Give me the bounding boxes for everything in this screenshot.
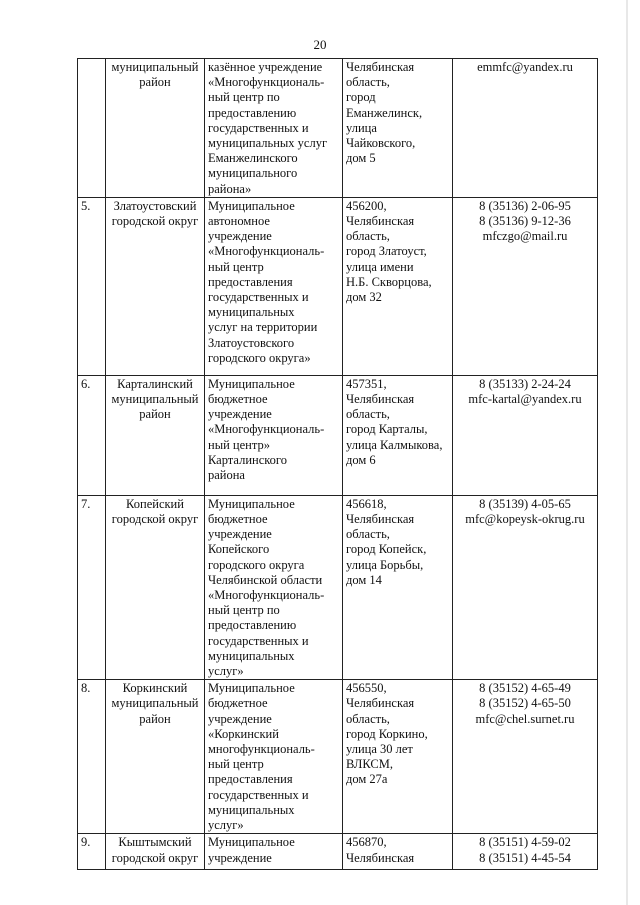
address-line: Челябинская <box>346 60 415 74</box>
address-line: 456870, <box>346 835 387 850</box>
contacts-line: 8 (35152) 4-65-49 <box>479 681 571 696</box>
row-number: 7. <box>78 495 106 679</box>
organization-line: Копейского <box>208 542 270 557</box>
organization-line: городского округа <box>208 557 305 572</box>
address-line: область, <box>346 407 390 422</box>
contacts-line: 8 (35152) 4-65-50 <box>479 696 571 711</box>
organization-line: услуг» <box>208 664 244 679</box>
district-line: городской округ <box>111 214 199 229</box>
district-line: район <box>139 711 171 726</box>
row-number: 9. <box>78 834 106 870</box>
address-line: дом 32 <box>346 290 382 305</box>
address-line: город <box>346 90 376 105</box>
district-line: муниципальный <box>111 392 199 407</box>
district-line: Коркинский <box>122 681 188 696</box>
row-number <box>78 59 106 198</box>
address-line: 456618, <box>346 496 387 511</box>
organization-cell <box>205 680 343 834</box>
organization-cell <box>205 197 343 375</box>
contacts-line: mfczgo@mail.ru <box>482 229 568 244</box>
organization-line: Златоустовского <box>208 335 295 350</box>
table-row <box>78 495 598 679</box>
address-cell <box>343 197 453 375</box>
district-line: городской округ <box>111 512 199 527</box>
address-line: улица 30 лет <box>346 742 413 757</box>
district-cell <box>106 59 205 198</box>
organization-line: муниципальных <box>208 802 295 817</box>
organization-line: муниципальных услуг <box>208 136 328 151</box>
organization-line: «Многофункциональ- <box>208 75 325 90</box>
contacts-line: 8 (35151) 4-45-54 <box>479 850 571 865</box>
district-line: район <box>139 407 171 422</box>
organization-line: услуг» <box>208 818 244 833</box>
contacts-cell <box>453 375 598 495</box>
organization-cell <box>205 375 343 495</box>
organization-line: услуг на территории <box>208 320 318 335</box>
address-line: Еманжелинск, <box>346 105 423 120</box>
organization-line: муниципальных <box>208 305 295 320</box>
organization-line: учреждение <box>208 407 272 422</box>
organization-cell <box>205 834 343 870</box>
organization-line: государственных и <box>208 633 309 648</box>
address-line: 456550, <box>346 681 387 696</box>
organization-line: предоставления <box>208 274 293 289</box>
scan-edge <box>626 0 628 905</box>
organization-line: предоставлению <box>208 105 297 120</box>
organization-line: предоставления <box>208 772 293 787</box>
address-line: 457351, <box>346 376 387 391</box>
organization-line: Муниципальное <box>208 376 295 391</box>
address-line: дом 5 <box>346 151 376 166</box>
address-line: город Копейск, <box>346 542 427 557</box>
organization-line: Муниципальное <box>208 835 295 850</box>
organization-cell <box>205 59 343 198</box>
contacts-line: 8 (35139) 4-05-65 <box>479 496 571 511</box>
organization-line: муниципального <box>208 166 298 181</box>
organization-line: бюджетное <box>208 392 268 407</box>
organization-line: городского округа» <box>208 350 311 365</box>
address-line: область, <box>346 229 390 244</box>
address-line: область, <box>346 527 390 542</box>
contacts-line: 8 (35151) 4-59-02 <box>479 835 571 850</box>
address-line: Н.Б. Скворцова, <box>346 274 432 289</box>
address-line: город Карталы, <box>346 422 428 437</box>
address-cell <box>343 59 453 198</box>
address-line: город Златоуст, <box>346 244 427 259</box>
address-cell <box>343 834 453 870</box>
district-cell <box>106 495 205 679</box>
organization-line: Карталинского <box>208 452 287 467</box>
organization-line: «Многофункциональ- <box>208 588 325 603</box>
address-line: Челябинская <box>346 850 415 865</box>
address-line: область, <box>346 711 390 726</box>
address-cell <box>343 495 453 679</box>
organization-line: учреждение <box>208 850 272 865</box>
organization-line: ный центр <box>208 757 264 772</box>
district-line: городской округ <box>111 850 199 865</box>
contacts-line: mfc@kopeysk-okrug.ru <box>465 512 585 527</box>
district-line: район <box>139 75 171 90</box>
organization-line: государственных и <box>208 787 309 802</box>
organization-line: учреждение <box>208 229 272 244</box>
district-line: муниципальный <box>111 60 199 74</box>
organization-line: района <box>208 468 245 483</box>
contacts-line: 8 (35136) 9-12-36 <box>479 214 571 229</box>
address-line: Челябинская <box>346 696 415 711</box>
address-line: дом 14 <box>346 572 382 587</box>
address-line: дом 6 <box>346 452 376 467</box>
address-line: улица <box>346 120 377 135</box>
organization-line: района» <box>208 181 252 196</box>
district-cell <box>106 680 205 834</box>
row-number: 6. <box>78 375 106 495</box>
district-cell <box>106 197 205 375</box>
address-cell <box>343 375 453 495</box>
contacts-line: 8 (35136) 2-06-95 <box>479 198 571 213</box>
district-line: Кыштымский <box>118 835 192 850</box>
organization-line: казённое учреждение <box>208 60 323 74</box>
contacts-line: emmfc@yandex.ru <box>477 60 573 74</box>
organization-line: «Многофункциональ- <box>208 244 325 259</box>
table-row <box>78 197 598 375</box>
organization-line: муниципальных <box>208 648 295 663</box>
organization-line: ный центр по <box>208 90 280 105</box>
contacts-cell <box>453 59 598 198</box>
contacts-cell <box>453 197 598 375</box>
organization-line: Челябинской области <box>208 572 323 587</box>
organization-line: Муниципальное <box>208 681 295 696</box>
address-line: улица Борьбы, <box>346 557 424 572</box>
contacts-line: mfc-kartal@yandex.ru <box>468 392 582 407</box>
organization-line: учреждение <box>208 527 272 542</box>
organization-line: ный центр» <box>208 437 270 452</box>
table-row <box>78 680 598 834</box>
organization-line: ный центр <box>208 259 264 274</box>
organization-line: государственных и <box>208 120 309 135</box>
organization-line: Муниципальное <box>208 198 295 213</box>
contacts-cell <box>453 834 598 870</box>
address-line: город Коркино, <box>346 726 428 741</box>
organization-line: Муниципальное <box>208 496 295 511</box>
organization-line: Еманжелинского <box>208 151 298 166</box>
table-row <box>78 59 598 198</box>
organization-line: бюджетное <box>208 696 268 711</box>
contacts-cell <box>453 680 598 834</box>
district-line: Златоустовский <box>113 198 197 213</box>
address-line: Чайковского, <box>346 136 416 151</box>
district-line: Копейский <box>126 496 184 511</box>
address-line: улица имени <box>346 259 414 274</box>
organization-line: автономное <box>208 214 270 229</box>
address-line: ВЛКСМ, <box>346 757 393 772</box>
organization-line: бюджетное <box>208 512 268 527</box>
organization-line: «Многофункциональ- <box>208 422 325 437</box>
district-line: Карталинский <box>117 376 193 391</box>
organization-line: ный центр по <box>208 603 280 618</box>
address-line: улица Калмыкова, <box>346 437 443 452</box>
address-line: область, <box>346 75 390 90</box>
address-cell <box>343 680 453 834</box>
organization-line: государственных и <box>208 290 309 305</box>
table-row <box>78 375 598 495</box>
organization-line: «Коркинский <box>208 726 279 741</box>
organization-cell <box>205 495 343 679</box>
address-line: Челябинская <box>346 512 415 527</box>
organization-line: многофункциональ- <box>208 742 315 757</box>
contacts-cell <box>453 495 598 679</box>
row-number: 8. <box>78 680 106 834</box>
address-line: 456200, <box>346 198 387 213</box>
district-cell <box>106 375 205 495</box>
contacts-line: mfc@chel.surnet.ru <box>475 711 575 726</box>
organization-line: предоставлению <box>208 618 297 633</box>
address-line: дом 27а <box>346 772 388 787</box>
district-line: муниципальный <box>111 696 199 711</box>
address-line: Челябинская <box>346 214 415 229</box>
table-body <box>78 59 598 870</box>
district-cell <box>106 834 205 870</box>
page-number: 20 <box>313 37 327 52</box>
table-row <box>78 834 598 870</box>
mfc-registry-table <box>77 58 598 870</box>
address-line: Челябинская <box>346 392 415 407</box>
row-number: 5. <box>78 197 106 375</box>
contacts-line: 8 (35133) 2-24-24 <box>479 376 571 391</box>
organization-line: учреждение <box>208 711 272 726</box>
